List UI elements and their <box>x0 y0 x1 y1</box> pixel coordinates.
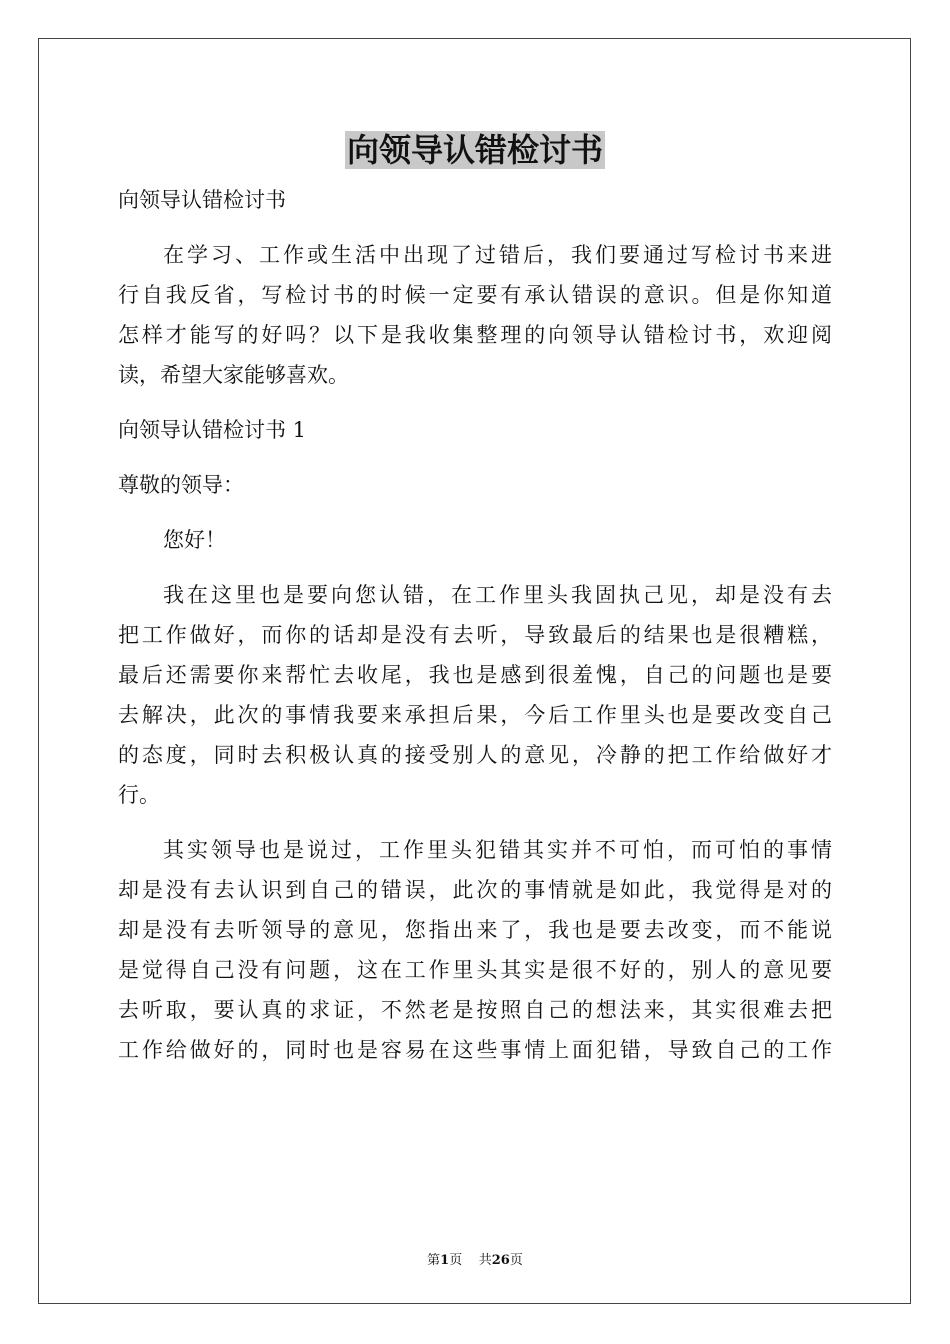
total-suffix: 页 <box>509 1253 523 1268</box>
total-prefix: 共 <box>478 1253 492 1268</box>
paragraph-line: 行自我反省，写检讨书的时候一定要有承认错误的意识。但是你知道 <box>118 283 832 307</box>
page-prefix: 第 <box>427 1253 441 1268</box>
page-suffix: 页 <box>449 1253 463 1268</box>
paragraph-line: 在学习、工作或生活中出现了过错后，我们要通过写检讨书来进 <box>163 243 832 267</box>
paragraph-line: 最后还需要你来帮忙去收尾，我也是感到很羞愧，自己的问题也是要 <box>118 663 832 687</box>
paragraph-line: 去解决，此次的事情我要来承担后果，今后工作里头也是要改变自己 <box>118 703 832 727</box>
paragraph-line: 把工作做好，而你的话却是没有去听，导致最后的结果也是很糟糕， <box>118 623 832 647</box>
document-title <box>0 128 950 172</box>
page-total: 26 <box>491 1253 510 1268</box>
body-paragraph-2 <box>118 830 832 1070</box>
paragraph-line: 去听取，要认真的求证，不然老是按照自己的想法来，其实很难去把 <box>118 998 832 1022</box>
paragraph-line: 怎样才能写的好吗？以下是我收集整理的向领导认错检讨书，欢迎阅 <box>118 323 832 347</box>
paragraph-line: 是觉得自己没有问题，这在工作里头其实是很不好的，别人的意见要 <box>118 958 832 982</box>
page-footer <box>0 1249 950 1268</box>
paragraph-line: 却是没有去听领导的意见，您指出来了，我也是要去改变，而不能说 <box>118 918 832 942</box>
paragraph-line: 工作给做好的，同时也是容易在这些事情上面犯错，导致自己的工作 <box>118 1038 832 1062</box>
section-heading: 向领导认错检讨书 1 <box>118 418 307 442</box>
document-body <box>118 180 832 1085</box>
paragraph-line: 却是没有去认识到自己的错误，此次的事情就是如此，我觉得是对的 <box>118 878 832 902</box>
paragraph-line: 我在这里也是要向您认错，在工作里头我固执己见，却是没有去 <box>163 583 832 607</box>
paragraph-line: 其实领导也是说过，工作里头犯错其实并不可怕，而可怕的事情 <box>163 838 832 862</box>
document-title-text: 向领导认错检讨书 <box>346 131 603 169</box>
paragraph-line: 行。 <box>118 783 160 807</box>
document-subtitle: 向领导认错检讨书 <box>118 188 286 212</box>
page-current: 1 <box>440 1253 450 1268</box>
intro-paragraph <box>118 235 832 395</box>
salutation: 尊敬的领导： <box>118 473 244 497</box>
greeting: 您好！ <box>163 528 226 552</box>
body-paragraph-1 <box>118 575 832 815</box>
paragraph-line: 的态度，同时去积极认真的接受别人的意见，冷静的把工作给做好才 <box>118 743 832 767</box>
paragraph-line: 读，希望大家能够喜欢。 <box>118 363 349 387</box>
